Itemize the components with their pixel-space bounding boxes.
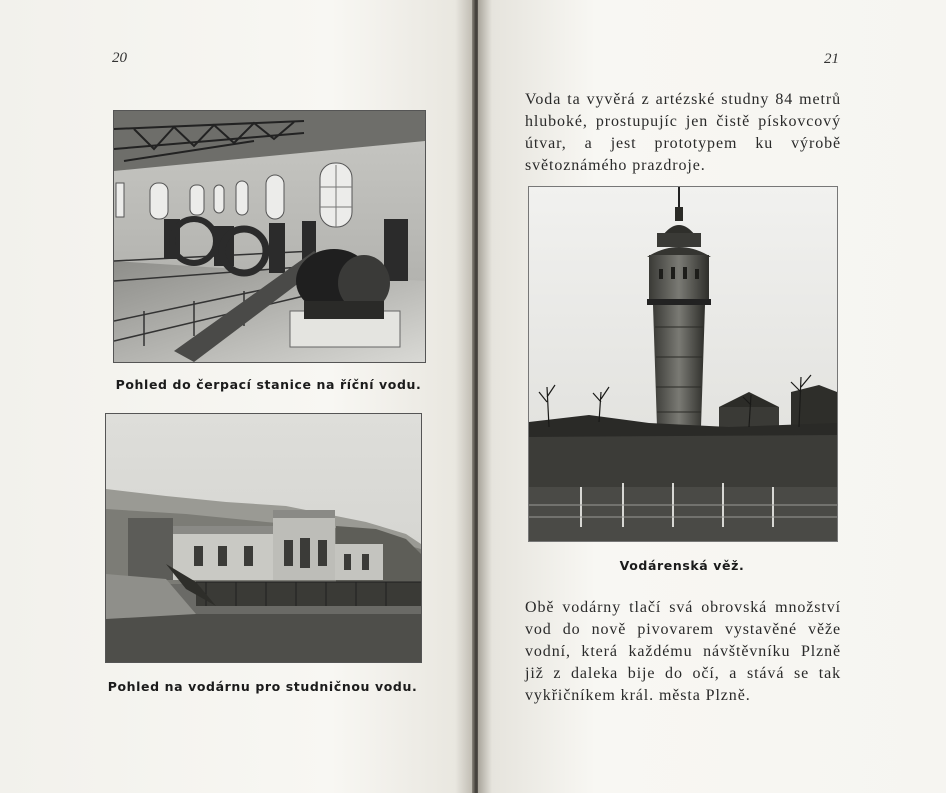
- paragraph-artesian-well: Voda ta vyvěrá z artézské studny 84 metrů hluboké, prostupujíc jen čistě pískovcový útvar, a jest prototypem ku výrobě světoznámého prazdroje.: [525, 91, 841, 174]
- paragraph-water-towers: Obě vodárny tlačí svá obrovská množství vod do nově pivovarem vystavěné věže vodní, která každému návštěvníku Plzně již z daleka bije do očí, a stává se tak vykřičníkem král. města Plzně.: [525, 599, 841, 704]
- right-page: [478, 0, 946, 793]
- pump-station-illustration: [114, 111, 425, 362]
- page-number-left: 20: [112, 50, 127, 66]
- pump-station-photo: [113, 110, 426, 363]
- water-tower-illustration: [529, 187, 837, 541]
- caption-pump-station: Pohled do čerpací stanice na říční vodu.: [115, 377, 422, 392]
- water-tower-photo: [528, 186, 838, 542]
- waterworks-illustration: [106, 414, 421, 662]
- caption-waterworks: Pohled na vodárnu pro studničnou vodu.: [107, 679, 418, 694]
- waterworks-photo: [105, 413, 422, 663]
- caption-water-tower: Vodárenská věž.: [619, 558, 745, 573]
- page-number-right: 21: [824, 51, 839, 67]
